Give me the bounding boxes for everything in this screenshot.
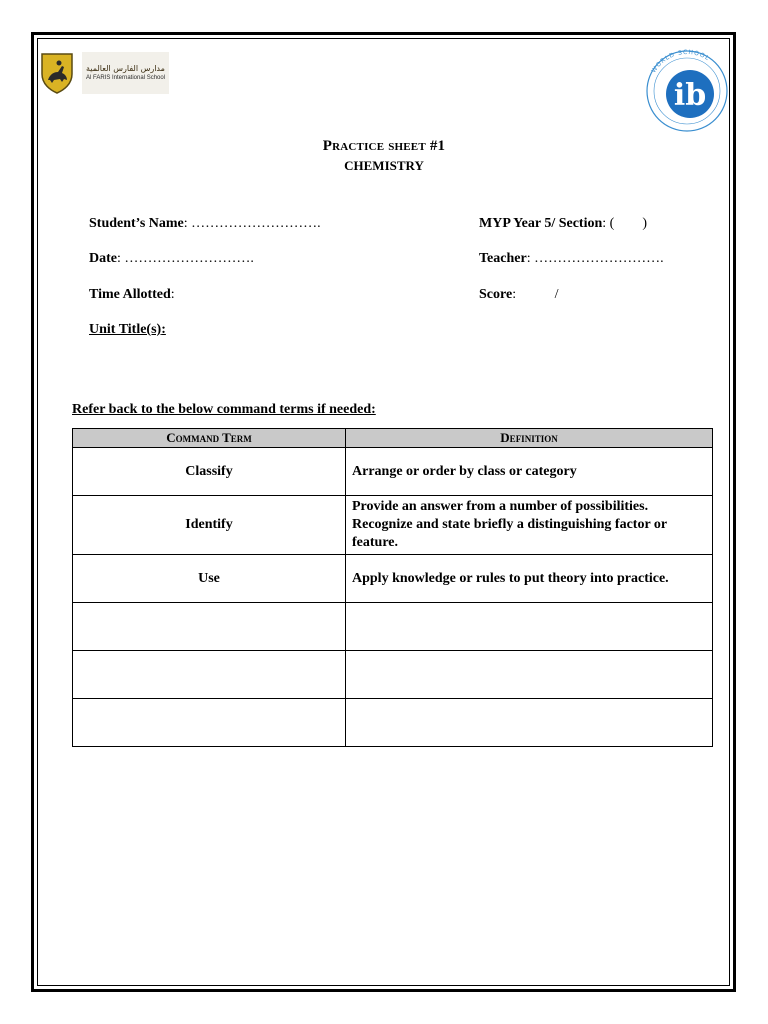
column-header-definition: Definition xyxy=(346,429,713,448)
sheet-title: Practice sheet #1 xyxy=(322,138,446,154)
subject-title: CHEMISTRY xyxy=(344,158,424,173)
student-name-field xyxy=(89,216,321,232)
time-allotted-field xyxy=(89,287,175,303)
unit-title-field xyxy=(89,322,166,338)
time-allotted-label: Time Allotted xyxy=(89,287,171,302)
term-cell xyxy=(73,699,346,747)
score-field xyxy=(479,287,558,303)
term-cell: Use xyxy=(73,555,346,603)
student-name-label: Student’s Name xyxy=(89,216,184,231)
title-block xyxy=(0,138,768,174)
year-section-label: MYP Year 5/ Section xyxy=(479,216,603,231)
table-row xyxy=(73,699,713,747)
table-header-row xyxy=(73,429,713,448)
teacher-value: : ………………………. xyxy=(526,251,664,266)
unit-title-label: Unit Title(s) xyxy=(89,322,162,337)
date-field xyxy=(89,251,254,267)
school-name-arabic: مدارس الفارس العالمية xyxy=(86,64,165,73)
teacher-label: Teacher xyxy=(479,251,527,266)
year-section-value: : ( ) xyxy=(602,216,647,231)
table-row xyxy=(73,448,713,496)
term-cell xyxy=(73,603,346,651)
definition-cell: Arrange or order by class or category xyxy=(346,448,713,496)
definition-cell: Provide an answer from a number of possibilities. Recognize and state briefly a distinguishing factor or feature. xyxy=(346,496,713,555)
school-logo xyxy=(40,50,176,96)
table-row xyxy=(73,555,713,603)
date-value: : ………………………. xyxy=(117,251,254,266)
column-header-command-term: Command Term xyxy=(73,429,346,448)
command-terms-table xyxy=(72,428,713,747)
term-cell: Identify xyxy=(73,496,346,555)
definition-cell xyxy=(346,699,713,747)
year-section-field xyxy=(479,216,647,232)
unit-title-colon: : xyxy=(161,322,166,337)
teacher-field xyxy=(479,251,664,267)
time-allotted-value: : xyxy=(170,287,175,302)
table-row xyxy=(73,603,713,651)
term-cell: Classify xyxy=(73,448,346,496)
school-name-english: Al FARIS International School xyxy=(86,75,166,81)
score-value: : / xyxy=(512,287,559,302)
definition-cell: Apply knowledge or rules to put theory into practice. xyxy=(346,555,713,603)
term-cell xyxy=(73,651,346,699)
student-name-value: : ………………………. xyxy=(183,216,321,231)
table-row xyxy=(73,651,713,699)
date-label: Date xyxy=(89,251,117,266)
ib-letters: ib xyxy=(673,78,707,113)
table-row xyxy=(73,496,713,555)
definition-cell xyxy=(346,651,713,699)
horse-rider-shield-icon xyxy=(40,52,74,94)
refer-instruction: Refer back to the below command terms if needed: xyxy=(72,402,376,417)
school-name-block xyxy=(82,52,169,94)
ib-world-school-logo xyxy=(644,48,730,134)
score-label: Score xyxy=(479,287,513,302)
svg-text:WORLD SCHOOL: WORLD SCHOOL xyxy=(650,48,711,75)
definition-cell xyxy=(346,603,713,651)
